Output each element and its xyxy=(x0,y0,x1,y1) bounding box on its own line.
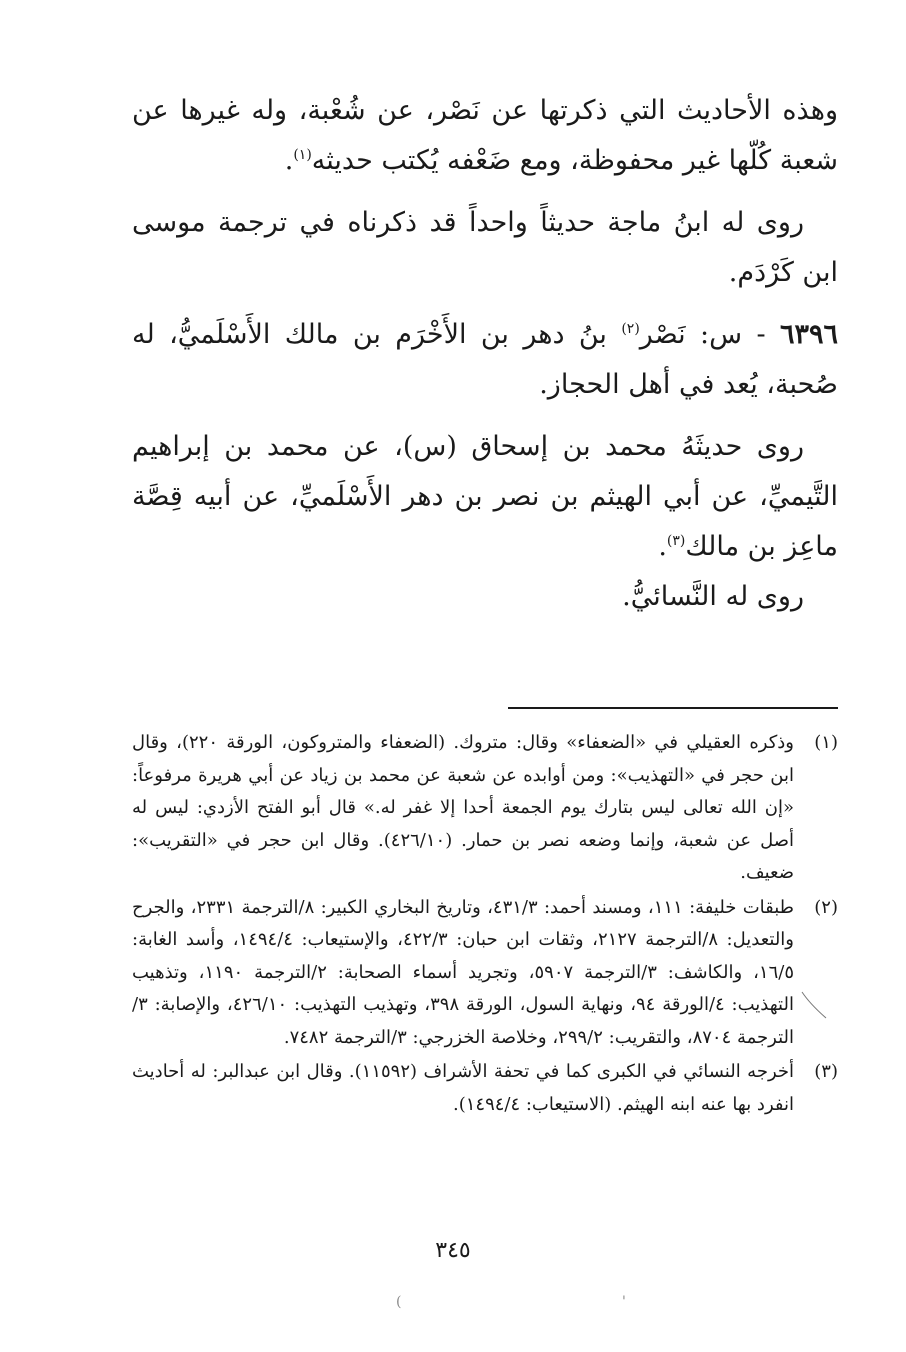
page-number: ٣٤٥ xyxy=(435,1238,471,1263)
footnote-separator xyxy=(508,707,838,709)
entry-head-b: بنُ دهر بن الأَخْرَم بن مالك الأَسْلَميُّ، له صُحبة، يُعد في أهل الحجاز. xyxy=(132,319,838,400)
paragraph-4-text: روى حديثَهُ محمد بن إسحاق (س)، عن محمد بن إبراهيم التَّيميِّ، عن أبي الهيثم بن نصر بن دهر الأَسْلَميِّ، عن أبيه قِصَّة ماعِز بن مالك xyxy=(132,431,838,562)
paragraph-1-text: وهذه الأحاديث التي ذكرتها عن نَصْر، عن شُعْبة، وله غيرها عن شعبة كُلّها غير محفوظة، ومع ضَعْفه يُكتب حديثه xyxy=(132,95,838,176)
footnote-ref-3[interactable]: (٣) xyxy=(666,533,686,549)
paragraph-2 xyxy=(132,198,838,298)
footnote-3 xyxy=(132,1056,838,1121)
entry-heading xyxy=(132,310,838,410)
paragraph-4-end: . xyxy=(658,531,667,562)
footnote-number: (٣) xyxy=(814,1061,838,1082)
paragraph-5 xyxy=(132,572,838,622)
paragraph-4 xyxy=(132,422,838,572)
pen-scratch-mark xyxy=(800,990,830,1020)
paragraph-5-text: روى له النَّسائيُّ. xyxy=(622,581,804,612)
entry-number: ٦٣٩٦ xyxy=(779,319,838,350)
scan-speck: ( xyxy=(396,1294,402,1310)
footnote-1 xyxy=(132,727,838,890)
scan-speck: ' xyxy=(622,1294,626,1310)
paragraph-2-text: روى له ابنُ ماجة حديثاً واحداً قد ذكرناه في ترجمة موسى ابن كَرْدَم. xyxy=(132,207,838,288)
main-text xyxy=(132,86,838,634)
footnote-2 xyxy=(132,892,838,1055)
footnotes xyxy=(132,727,838,1123)
footnote-ref-2[interactable]: (٢) xyxy=(621,321,640,337)
footnote-ref-1[interactable]: (١) xyxy=(293,147,312,163)
footnote-text: طبقات خليفة: ١١١، ومسند أحمد: ٤٣١/٣، وتاريخ البخاري الكبير: ٨/الترجمة ٢٣٣١، والجرح والتعديل: ٨/الترجمة ٢١٢٧، وثقات ابن حبان: ٤٢٢/٣، والإستيعاب: ١٤٩٤/٤، وأسد الغابة: ١٦/٥، والكاشف: ٣/الترجمة ٥٩٠٧، وتجريد أسماء الصحابة: ٢/الترجمة ١١٩٠، وتذهيب التهذيب: ٤/الورقة ٩٤، ونهاية السول، الورقة ٣٩٨، وتهذيب التهذيب: ٤٢٦/١٠، والإصابة: ٣/الترجمة ٨٧٠٤، والتقريب: ٢٩٩/٢، وخلاصة الخزرجي: ٣/الترجمة ٧٤٨٢. xyxy=(132,896,795,1048)
footnote-number: (١) xyxy=(814,732,838,753)
paragraph-1 xyxy=(132,86,838,186)
footnote-number: (٢) xyxy=(814,896,838,918)
footnote-text: وذكره العقيلي في «الضعفاء» وقال: متروك. (الضعفاء والمتروكون، الورقة ٢٢٠)، وقال ابن حجر في «التهذيب»: ومن أوابده عن شعبة عن محمد بن زياد عن أبي هريرة مرفوعاً: «إن الله تعالى ليس بتارك يوم الجمعة أحدا إلا غفر له.» قال أبو الفتح الأزدي: ليس له أصل عن شعبة، وإنما وضعه نصر بن حمار. (٤٢٦/١٠). وقال ابن حجر في «التقريب»: ضعيف. xyxy=(132,732,794,883)
footnote-text: أخرجه النسائي في الكبرى كما في تحفة الأشراف (١١٥٩٢). وقال ابن عبدالبر: له أحاديث انفرد بها عنه ابنه الهيثم. (الاستيعاب: ١٤٩٤/٤). xyxy=(132,1061,795,1115)
paragraph-1-end: . xyxy=(284,145,294,176)
entry-head-a: - س: نَصْر xyxy=(639,319,766,350)
